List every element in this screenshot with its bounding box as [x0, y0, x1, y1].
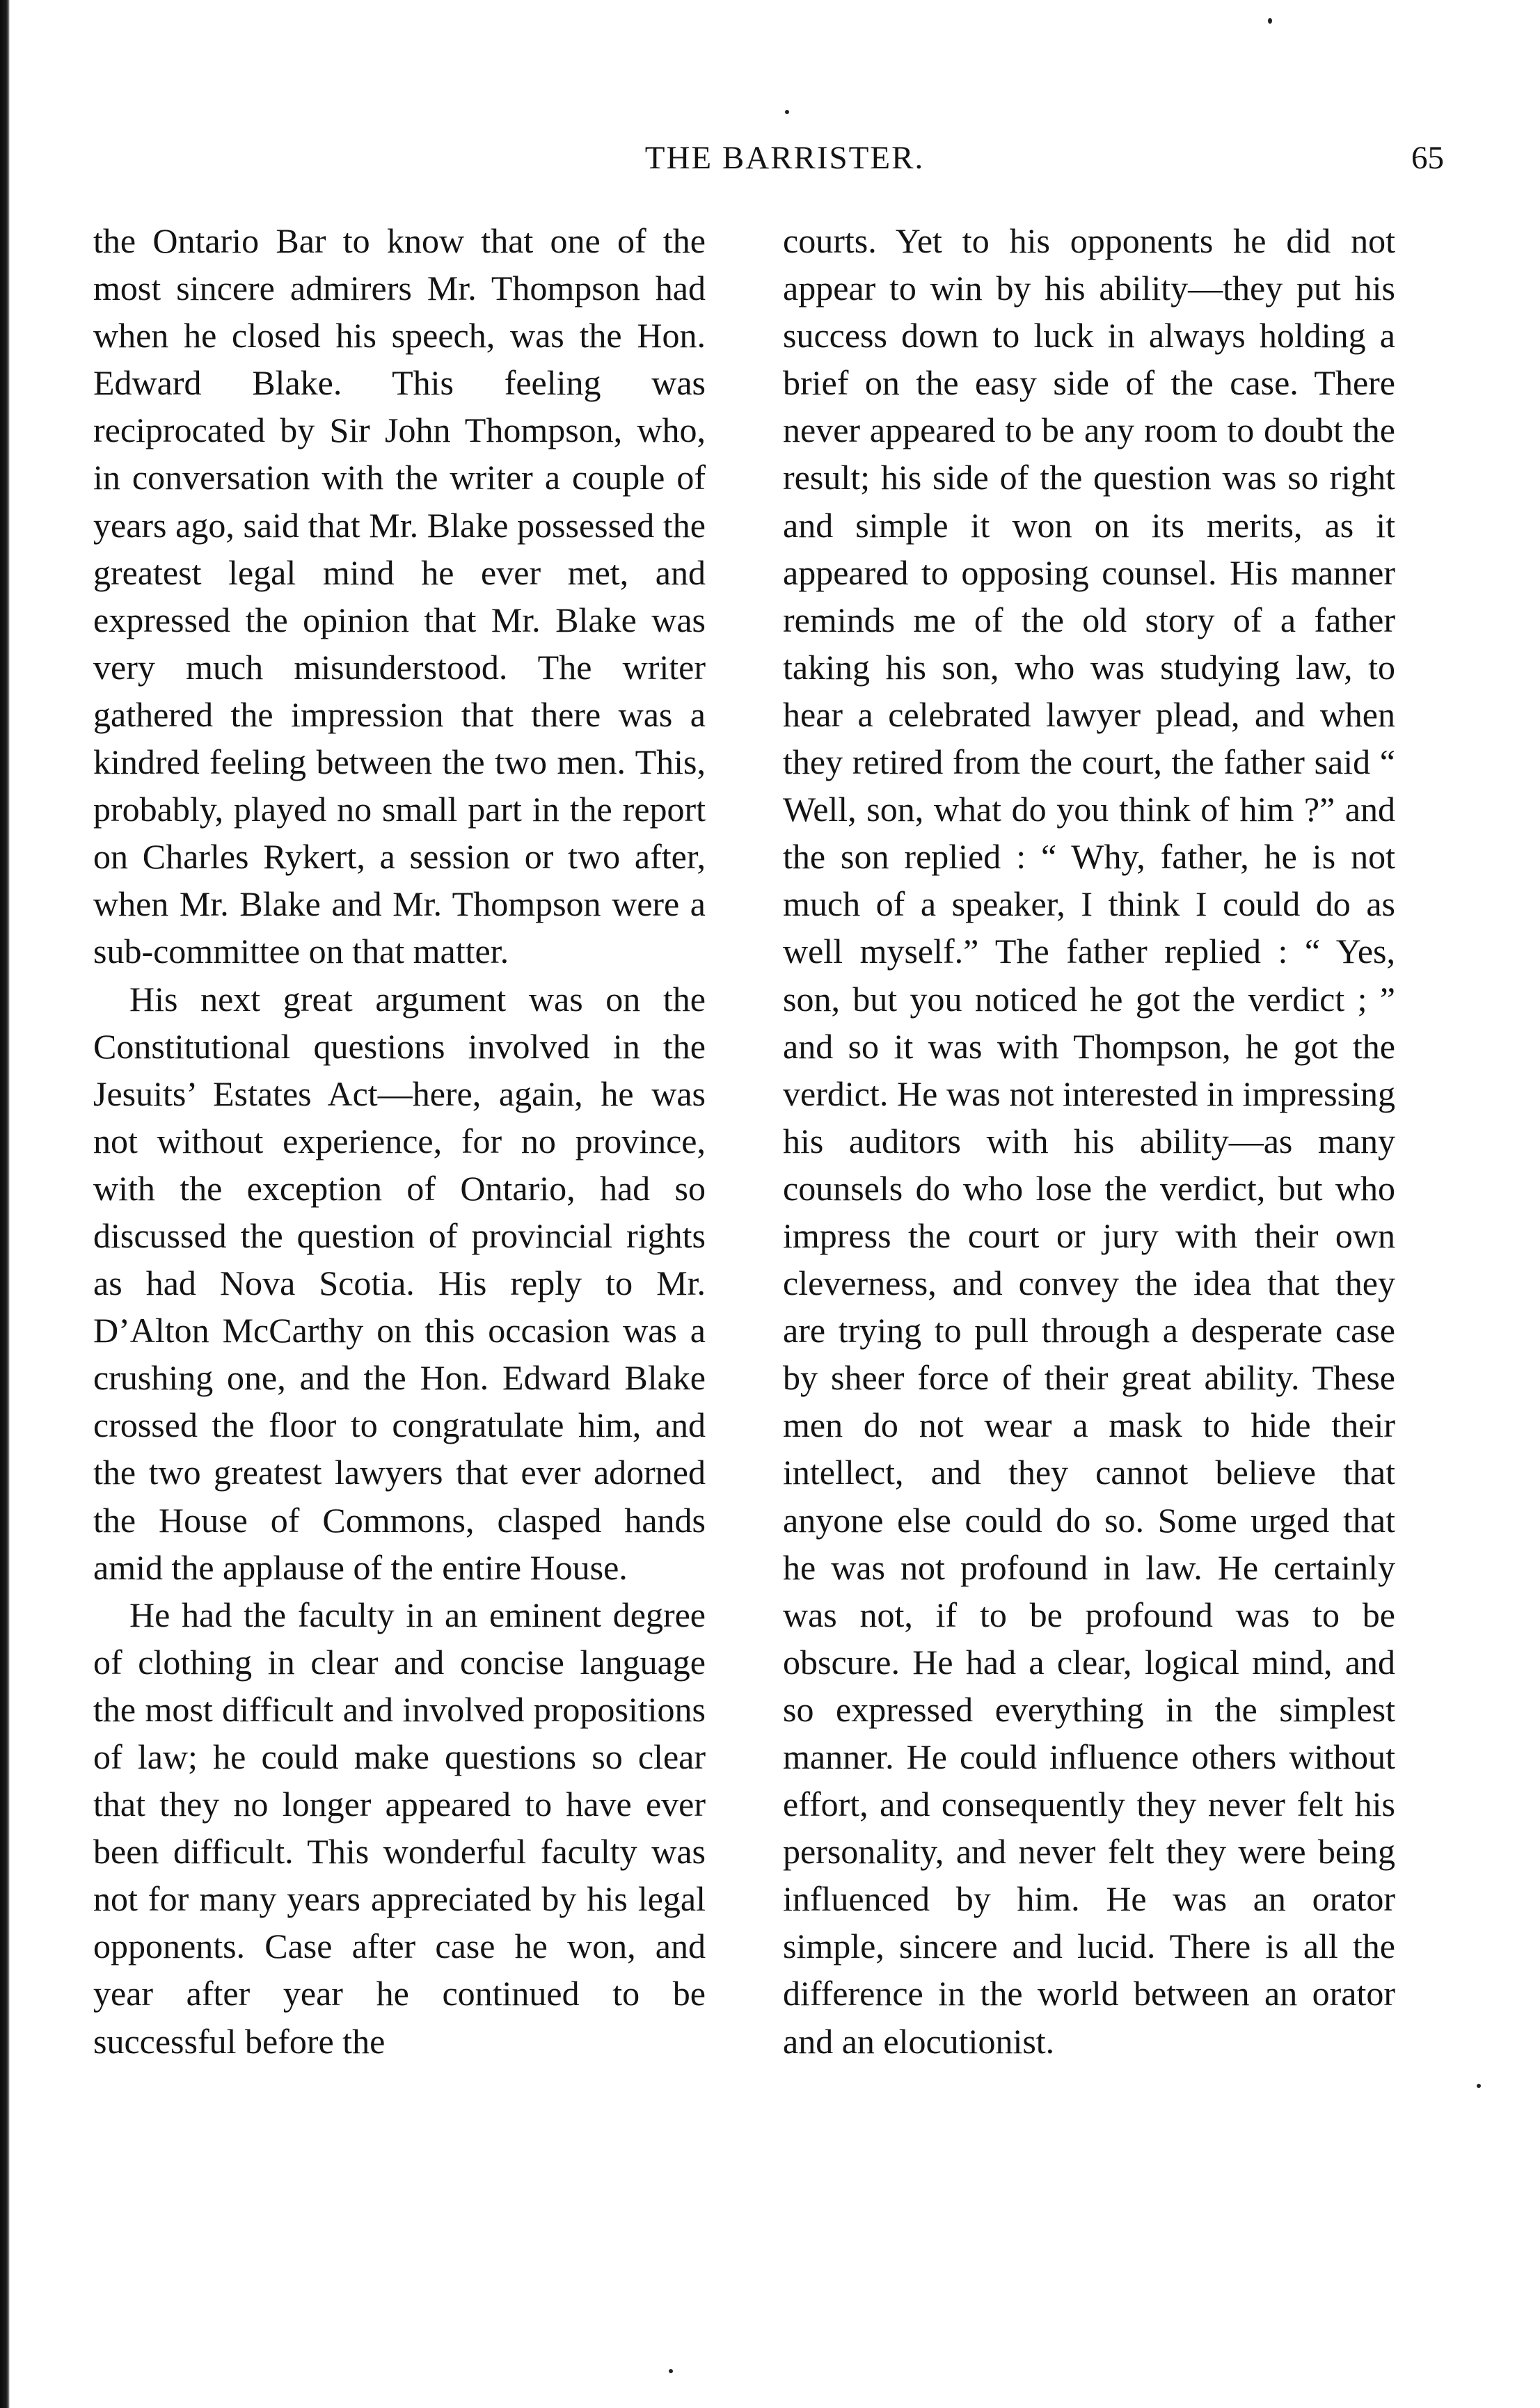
page-number: 65 [1411, 140, 1444, 176]
running-title: THE BARRISTER. [644, 140, 925, 176]
print-speck [1477, 2084, 1481, 2088]
paragraph: courts. Yet to his opponents he did not appear to win by his ability—they put his success down to luck in always holding a brief on the easy side of the case. There never appeared to be any room to doubt the result; his side of the question was so right and simple it won on its merits, as it appeared to opposing counsel. His manner reminds me of the old story of a father taking his son, who was studying law, to hear a celebrated lawyer plead, and when they retired from the court, the father said “ Well, son, what do you think of him ?” and the son replied : “ Why, father, he is not much of a speaker, I think I could do as well myself.” The father replied : “ Yes, son, but you noticed he got the verdict ; ” and so it was with Thompson, he got the verdict. He was not interested in impressing his auditors with his ability—as many counsels do who lose the verdict, but who impress the court or jury with their own cleverness, and convey the idea that they are trying to pull through a desperate case by sheer force of their great ability. These men do not wear a mask to hide their intellect, and they cannot believe that anyone else could do so. Some urged that he was not profound in law. He certainly was not, if to be profound was to be obscure. He had a clear, logical mind, and so expressed everything in the simplest manner. He could influence others without effort, and consequently they never felt his personality, and never felt they were being influenced by him. He was an orator simple, sincere and lucid. There is all the difference in the world between an orator and an elocutionist. [783, 221, 1395, 2061]
paragraph: the Ontario Bar to know that one of the most sincere admirers Mr. Thompson had when he closed his speech, was the Hon. Edward Blake. This feeling was reciprocated by Sir John Thompson, who, in conversation with the writer a couple of years ago, said that Mr. Blake possessed the greatest legal mind he ever met, and expressed the opinion that Mr. Blake was very much misunderstood. The writer gathered the impression that there was a kindred feeling between the two men. This, probably, played no small part in the report on Charles Rykert, a session or two after, when Mr. Blake and Mr. Thompson were a sub-committee on that matter. [93, 221, 706, 971]
paragraph: His next great argument was on the Constitutional questions involved in the Jesuits’ Estates Act—here, again, he was not without experience, for no province, with the exception of Ontario, had so discussed the question of provincial rights as had Nova Scotia. His reply to Mr. D’Alton McCarthy on this occasion was a crushing one, and the Hon. Edward Blake crossed the floor to congratulate him, and the two greatest lawyers that ever adorned the House of Commons, clasped hands amid the applause of the entire House. [93, 979, 706, 1587]
left-text-column [93, 217, 706, 2065]
print-speck [669, 2369, 673, 2373]
page-header [125, 139, 1444, 188]
paragraph: He had the faculty in an eminent degree of clothing in clear and concise language the most difficult and involved propositions of law; he could make questions so clear that they no longer appeared to have ever been difficult. This wonderful faculty was not for many years appreciated by his legal opponents. Case after case he won, and year after year he continued to be successful before the [93, 1595, 706, 2061]
print-speck [1268, 18, 1272, 24]
page-binding-edge [0, 0, 10, 2408]
right-text-column [783, 217, 1395, 2065]
print-speck [785, 110, 789, 114]
